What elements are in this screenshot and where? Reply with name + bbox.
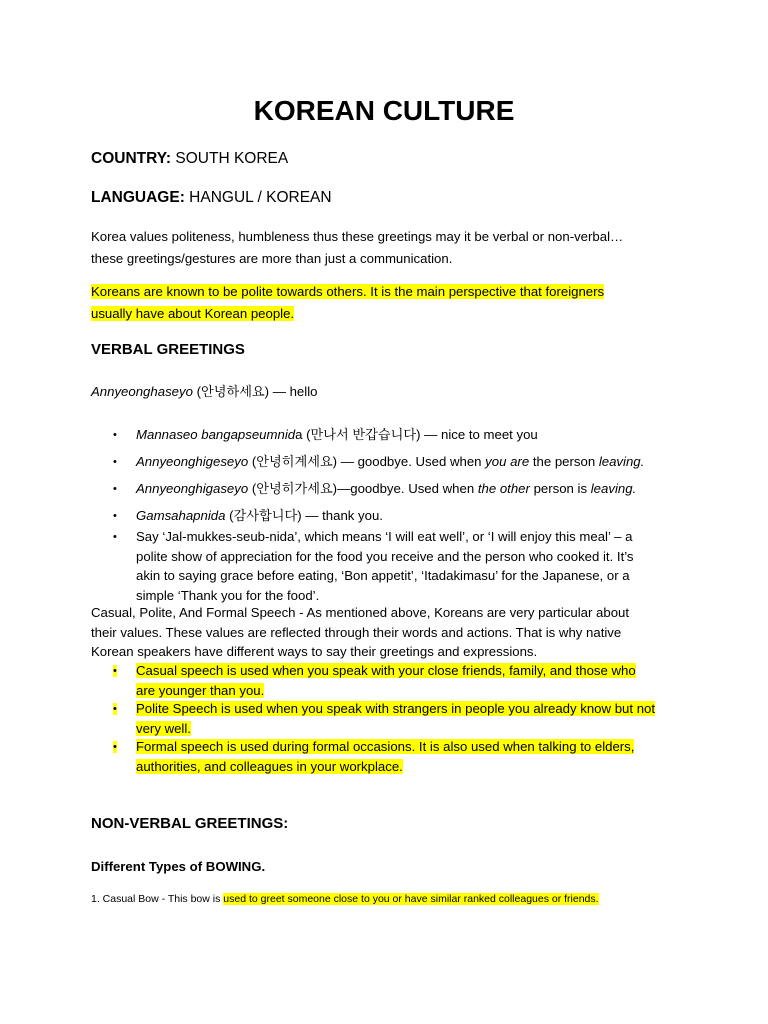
intro-paragraph bbox=[91, 226, 623, 270]
highlighted-paragraph bbox=[91, 281, 604, 325]
hello-korean: (안녕하세요) bbox=[192, 384, 270, 399]
speech-bullet: Formal speech is used during formal occasions. It is also used when talking to elders, authorities, and colleagues in your workplace. bbox=[136, 739, 635, 774]
greeting-item: Annyeonghigeseyo (안녕히계세요) — goodbye. Used when you are the person leaving. bbox=[136, 454, 645, 469]
country-value: SOUTH KOREA bbox=[175, 150, 289, 167]
speech-bullet: Polite Speech is used when you speak with strangers in people you already know but not very well. bbox=[136, 701, 656, 736]
non-verbal-heading: NON-VERBAL GREETINGS: bbox=[91, 815, 289, 832]
greeting-item: Gamsahapnida (감사합니다) — thank you. bbox=[136, 508, 383, 523]
intro-line: Korea values politeness, humbleness thus these greetings may it be verbal or non-verbal… bbox=[91, 229, 624, 244]
bullet-icon: • bbox=[113, 483, 117, 495]
speech-bullet: Casual speech is used when you speak with your close friends, family, and those who are younger than you. bbox=[136, 663, 636, 698]
bullet-icon: • bbox=[113, 741, 117, 753]
country-label: COUNTRY: bbox=[91, 150, 172, 167]
verbal-greetings-heading: VERBAL GREETINGS bbox=[91, 341, 245, 358]
page-title: KOREAN CULTURE bbox=[253, 95, 515, 126]
jal-bullet: Say ‘Jal-mukkes-seub-nida’, which means ‘I will eat well’, or ‘I will enjoy this meal’ – a polite show of appreciation for the food you receive and the person who cooked it. It’s akin to saying grace before eating, ‘Bon appetit’, ‘Itadakimasu’ for the Japanese, or a simple ‘Thank you for the food’. bbox=[136, 529, 634, 603]
casual-bow-line: 1. Casual Bow - This bow is used to greet someone close to you or have similar ranked colleagues or friends. bbox=[91, 893, 599, 905]
speech-paragraph: Casual, Polite, And Formal Speech - As mentioned above, Koreans are very particular about their values. These values are reflected through their words and actions. That is why native Korean speakers have different ways to say their greetings and expressions. bbox=[91, 605, 630, 659]
intro-line: these greetings/gestures are more than just a communication. bbox=[91, 251, 453, 266]
language-line bbox=[91, 189, 332, 207]
bullet-icon: • bbox=[113, 510, 117, 522]
greeting-item: Annyeonghigaseyo (안녕히가세요)—goodbye. Used when the other person is leaving. bbox=[136, 481, 637, 496]
language-value: HANGUL / KOREAN bbox=[189, 189, 332, 206]
bullet-icon: • bbox=[113, 429, 117, 441]
highlighted-line: usually have about Korean people. bbox=[91, 306, 295, 321]
country-line bbox=[91, 150, 288, 168]
bullet-icon: • bbox=[113, 665, 117, 677]
bullet-icon: • bbox=[113, 456, 117, 468]
hello-meaning: — hello bbox=[269, 384, 318, 399]
greeting-item: Mannaseo bangapseumnida (만나서 반갑습니다) — nice to meet you bbox=[136, 427, 538, 442]
bullet-icon: • bbox=[113, 531, 117, 543]
hello-roman: Annyeonghaseyo bbox=[91, 384, 193, 399]
bullet-icon: • bbox=[113, 703, 117, 715]
hello-line bbox=[91, 382, 317, 402]
highlighted-line: Koreans are known to be polite towards others. It is the main perspective that foreigners bbox=[91, 284, 605, 299]
language-label: LANGUAGE: bbox=[91, 189, 185, 206]
bowing-heading: Different Types of BOWING. bbox=[91, 859, 266, 874]
